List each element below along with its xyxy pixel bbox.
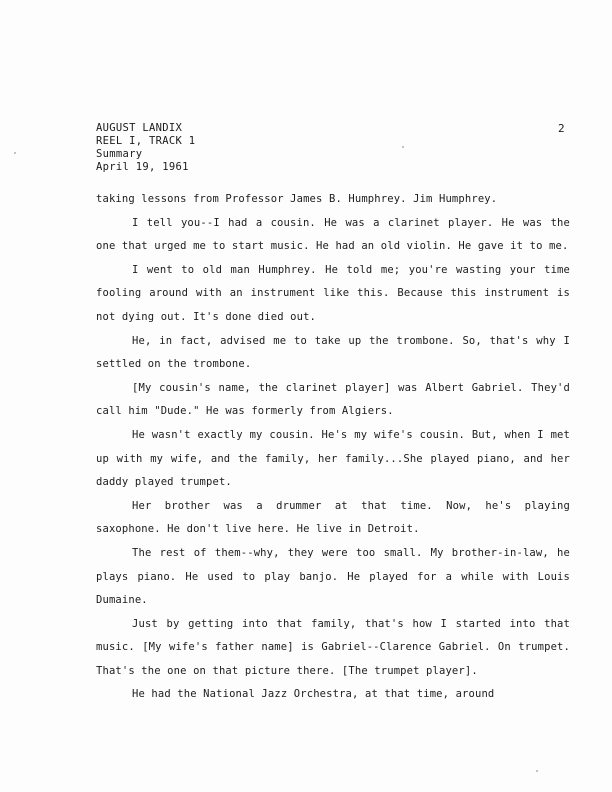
paragraph: He had the National Jazz Orchestra, at that time, around — [132, 688, 495, 701]
transcript-header — [96, 122, 195, 174]
scan-speck — [402, 146, 404, 148]
paragraph: I went to old man Humphrey. He told me; you're wasting your time fooling around with an instrument like this. Because this instrument is not dying out. It's done died out. — [96, 263, 570, 323]
interviewee-name: AUGUST LANDIX — [96, 122, 183, 134]
paragraph: I tell you--I had a cousin. He was a clarinet player. He was the one that urged me to start music. He had an old violin. He gave it to me. — [96, 216, 570, 253]
reel-track: REEL I, TRACK 1 — [96, 135, 196, 147]
paragraph: He wasn't exactly my cousin. He's my wife's cousin. But, when I met up with my wife, and the family, her family...She played piano, and her daddy played trumpet. — [96, 428, 570, 489]
interview-date: April 19, 1961 — [96, 161, 189, 173]
transcript-body — [96, 188, 570, 707]
paragraph: Her brother was a drummer at that time. Now, he's playing saxophone. He don't live here. He live in Detroit. — [96, 499, 570, 536]
document-type: Summary — [96, 148, 143, 160]
scan-speck — [14, 152, 16, 154]
paragraph: He, in fact, advised me to take up the trombone. So, that's why I settled on the trombone. — [96, 334, 570, 371]
paragraph: [My cousin's name, the clarinet player] was Albert Gabriel. They'd call him "Dude." He was formerly from Algiers. — [96, 381, 570, 418]
page-number: 2 — [558, 122, 565, 135]
paragraph: The rest of them--why, they were too small. My brother-in-law, he plays piano. He used to play banjo. He played for a while with Louis Dumaine. — [96, 546, 570, 607]
paragraph: Just by getting into that family, that's how I started into that music. [My wife's father name] is Gabriel--Clarence Gabriel. On trumpet. That's the one on that picture there. [The trumpet player]. — [96, 617, 570, 677]
paragraph: taking lessons from Professor James B. Humphrey. Jim Humphrey. — [96, 193, 498, 205]
scan-speck — [536, 770, 538, 772]
